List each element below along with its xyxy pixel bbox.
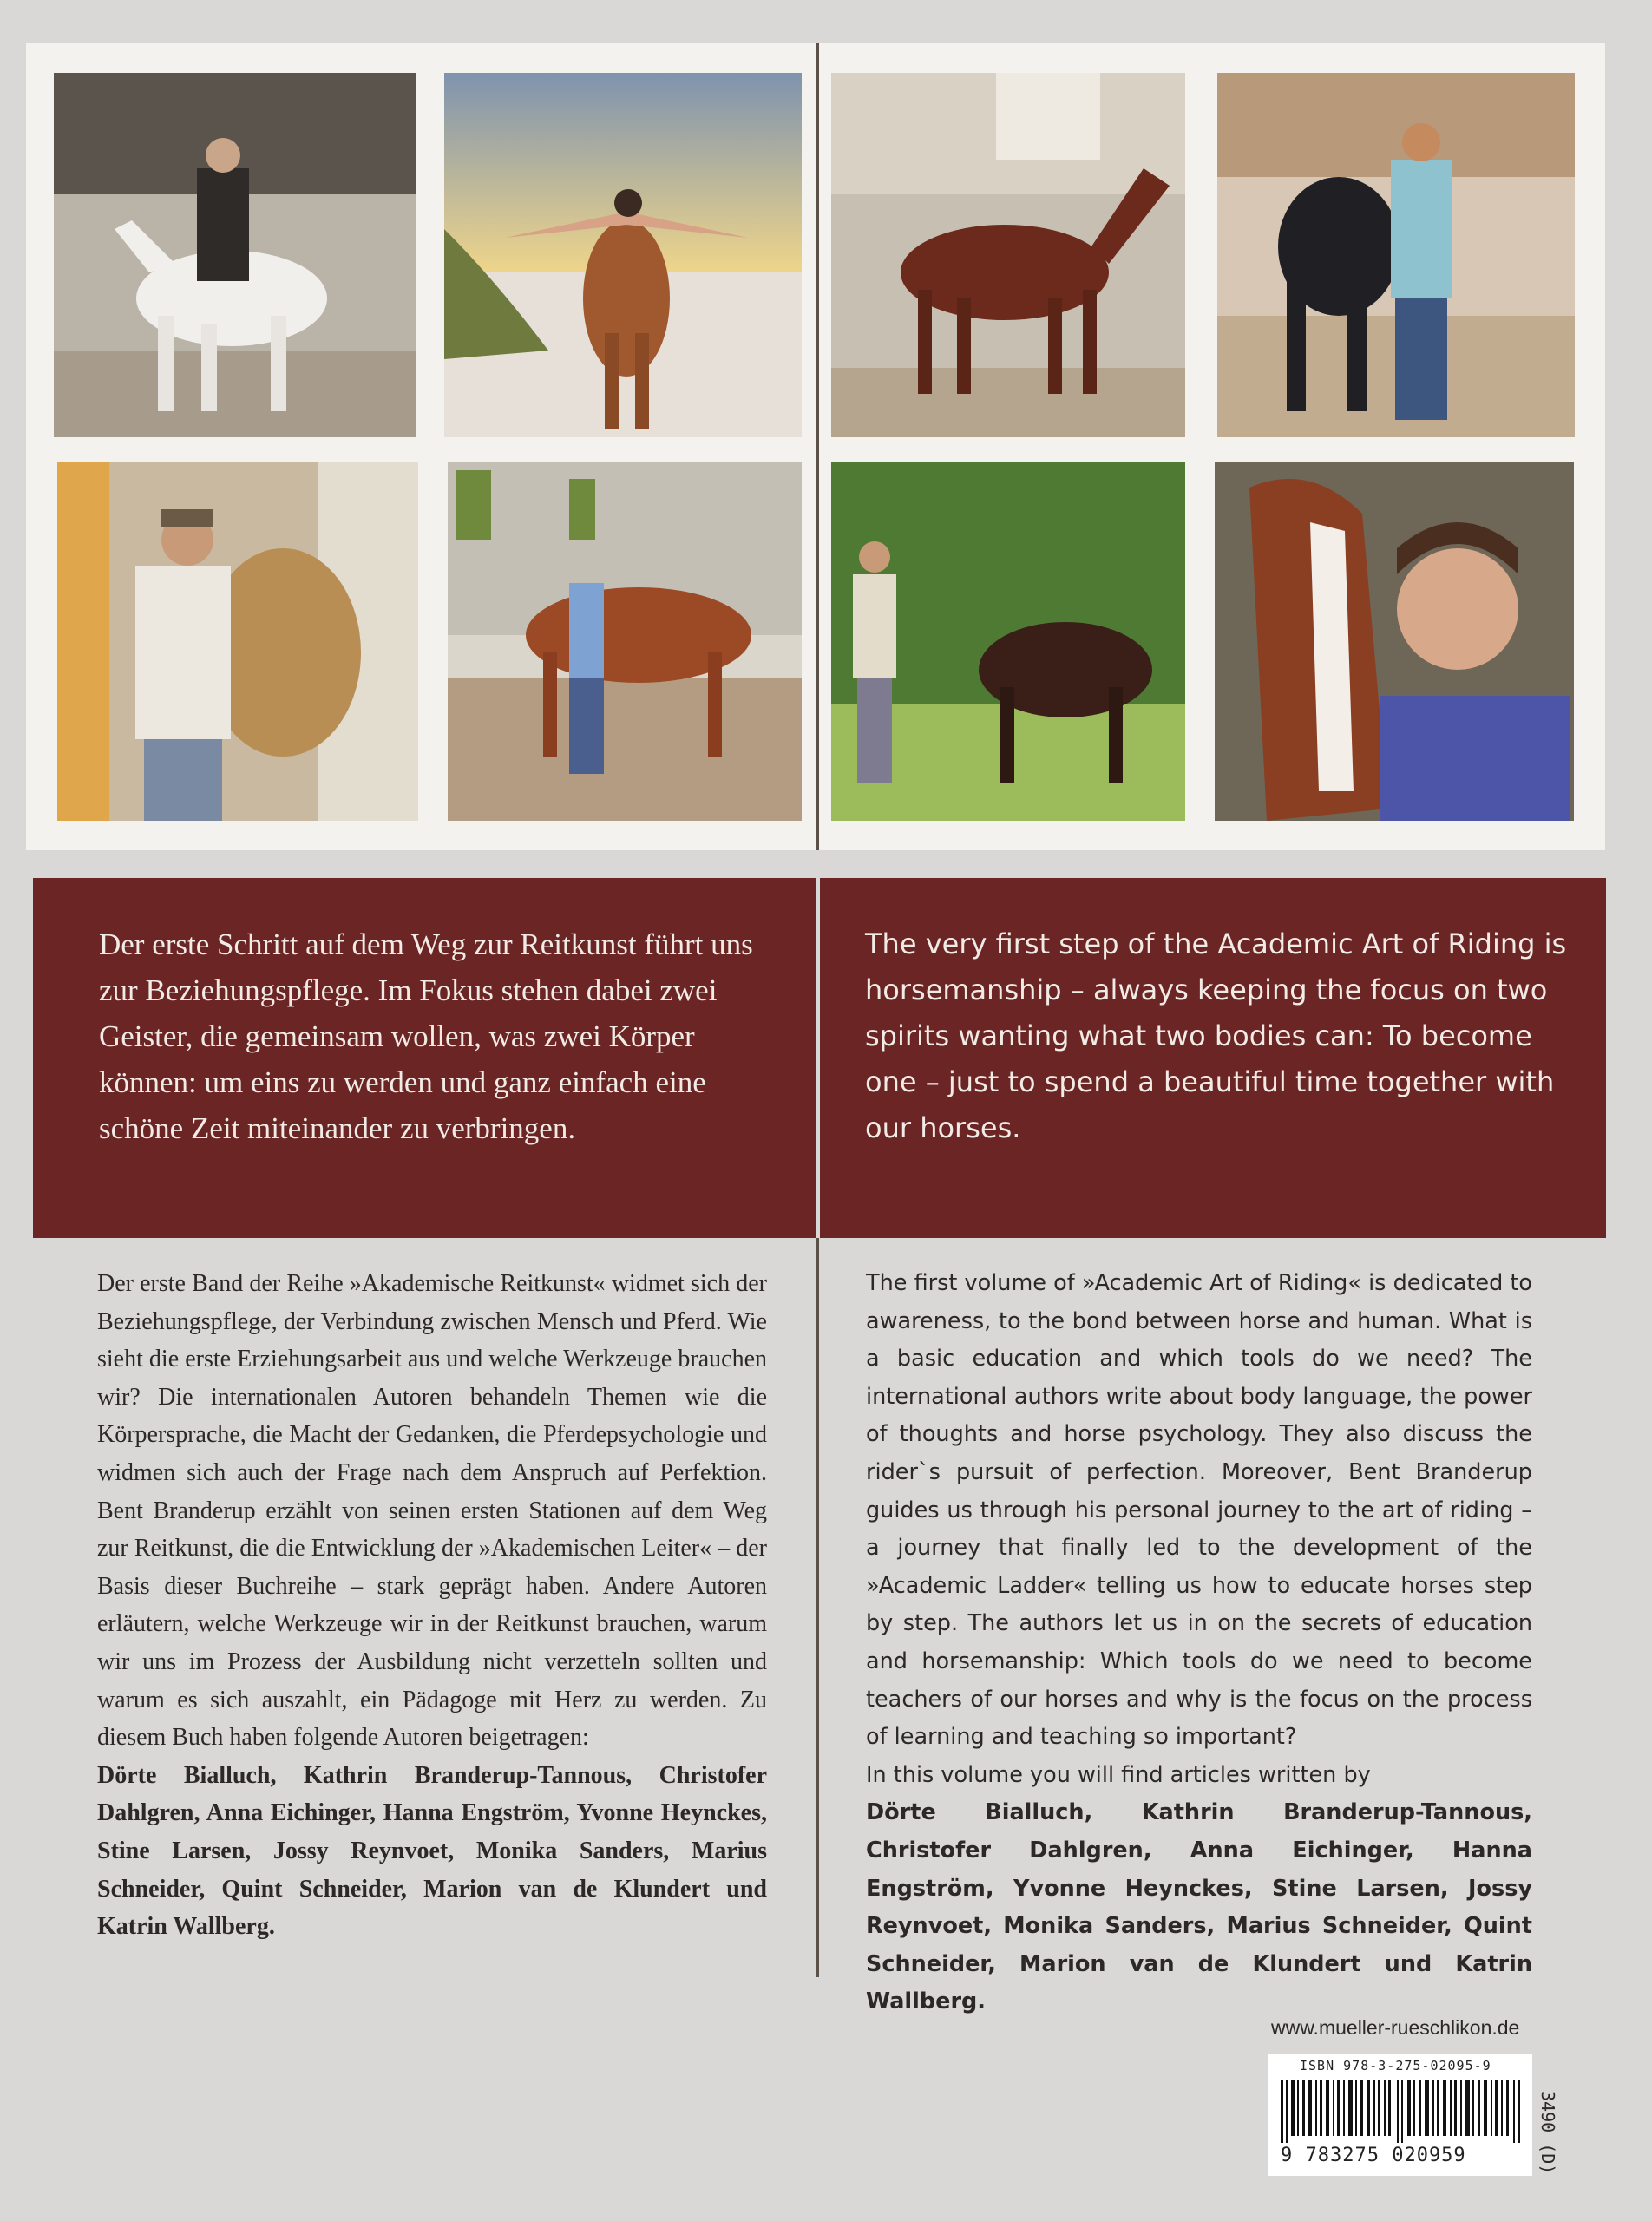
barcode-bars-icon [1281, 2080, 1520, 2143]
horse-lunging-photo-icon [448, 462, 802, 821]
intro-band-english [820, 878, 1606, 1238]
photo-man-longreining-horse [831, 462, 1185, 821]
photo-beach-woman-horse [444, 73, 802, 437]
body-text-english: The first volume of »Academic Art of Riding« is dedicated to awareness, to the bond between horse and human. What is a basic education and which tools do we need? The international authors write about body language, the power of thoughts and horse psychology. They also discuss the rider`s pursuit of perfection. Moreover, Bent Branderup guides us through his personal journey to the art of riding – a journey that finally led to the development of the »Academic Ladder« telling us how to educate horses step by step. The authors let us in on the secrets of education and horsemanship: Which tools do we need to become teachers of our horses and why is the focus on the process of learning and teaching so important? [866, 1270, 1532, 1751]
horse-longrein-photo-icon [831, 462, 1185, 821]
photo-chestnut-stallion [831, 73, 1185, 437]
spine-divider-top [816, 43, 819, 850]
photo-woman-leading-horse [448, 462, 802, 821]
price-label: 3490 (D) [1537, 2091, 1558, 2175]
body-column-german [97, 1265, 767, 1946]
isbn-digits: 9 783275 020959 [1281, 2145, 1466, 2166]
photo-woman-portrait-horse [1215, 462, 1574, 821]
horse-man-photo-icon [57, 462, 418, 821]
body-text-german: Der erste Band der Reihe »Akademische Reitkunst« widmet sich der Beziehungspflege, der Verbindung zwischen Mensch und Pferd. Wie sieht die erste Erziehungsarbeit aus und welche Werkzeuge brauchen wir? Die internationalen Autoren behandeln Themen wie die Körpersprache, die Macht der Gedanken, die Pferdepsychologie und widmen sich auch der Frage nach dem Anspruch auf Perfektion. Bent Branderup erzählt von seinen ersten Stationen auf dem Weg zur Reitkunst, die die Entwicklung der »Akademischen Leiter« – der Basis dieser Buchreihe – stark geprägt haben. Andere Autoren erläutern, welche Werkzeuge wir in der Reitkunst brauchen, warum wir uns im Prozess der Ausbildung nicht verzetteln sollten und warum es sich auszahlt, ein Pädagoge mit Herz zu werden. Zu diesem Buch haben folgende Autoren beigetragen: [97, 1270, 767, 1752]
barcode [1268, 2054, 1532, 2176]
isbn-label: ISBN 978-3-275-02095-9 [1300, 2058, 1491, 2074]
authors-english: Dörte Bialluch, Kathrin Branderup-Tannous, Christofer Dahlgren, Anna Eichinger, Hanna Engström, Yvonne Heynckes, Stine Larsen, Jossy Reynvoet, Monika Sanders, Marius Schneider, Quint Schneider, Marion van de Klundert und Katrin Wallberg. [866, 1799, 1532, 2015]
intro-text-german: Der erste Schritt auf dem Weg zur Reitkunst führt uns zur Beziehungspflege. Im Fokus stehen dabei zwei Geister, die gemeinsam wollen, was zwei Körper können: um eins zu werden und ganz einfach eine schöne Zeit miteinander zu verbringen. [99, 927, 753, 1145]
horse-woman-photo-icon [1217, 73, 1575, 437]
photo-man-dun-horse [57, 462, 418, 821]
publisher-website[interactable]: www.mueller-rueschlikon.de [1271, 2016, 1520, 2039]
photo-woman-black-horse [1217, 73, 1575, 437]
intro-band-german [33, 878, 816, 1238]
horse-rider-photo-icon [54, 73, 416, 437]
authors-intro-english: In this volume you will find articles written by [866, 1761, 1371, 1788]
body-column-english [866, 1265, 1532, 2021]
authors-german: Dörte Bialluch, Kathrin Branderup-Tannous, Christofer Dahlgren, Anna Eichinger, Hanna Engström, Yvonne Heynckes, Stine Larsen, Jossy Reynvoet, Monika Sanders, Marius Schneider, Quint Schneider, Marion van de Klundert und Katrin Wallberg. [97, 1761, 767, 1941]
horse-portrait-photo-icon [1215, 462, 1574, 821]
spine-divider-bottom [816, 1238, 819, 1977]
intro-text-english: The very first step of the Academic Art of Riding is horsemanship – always keeping the focus on two spirits wanting what two bodies can: To become one – just to spend a beautiful time together with our horses. [865, 927, 1567, 1144]
photo-rider-white-horse [54, 73, 416, 437]
horse-beach-photo-icon [444, 73, 802, 437]
horse-standing-photo-icon [831, 73, 1185, 437]
